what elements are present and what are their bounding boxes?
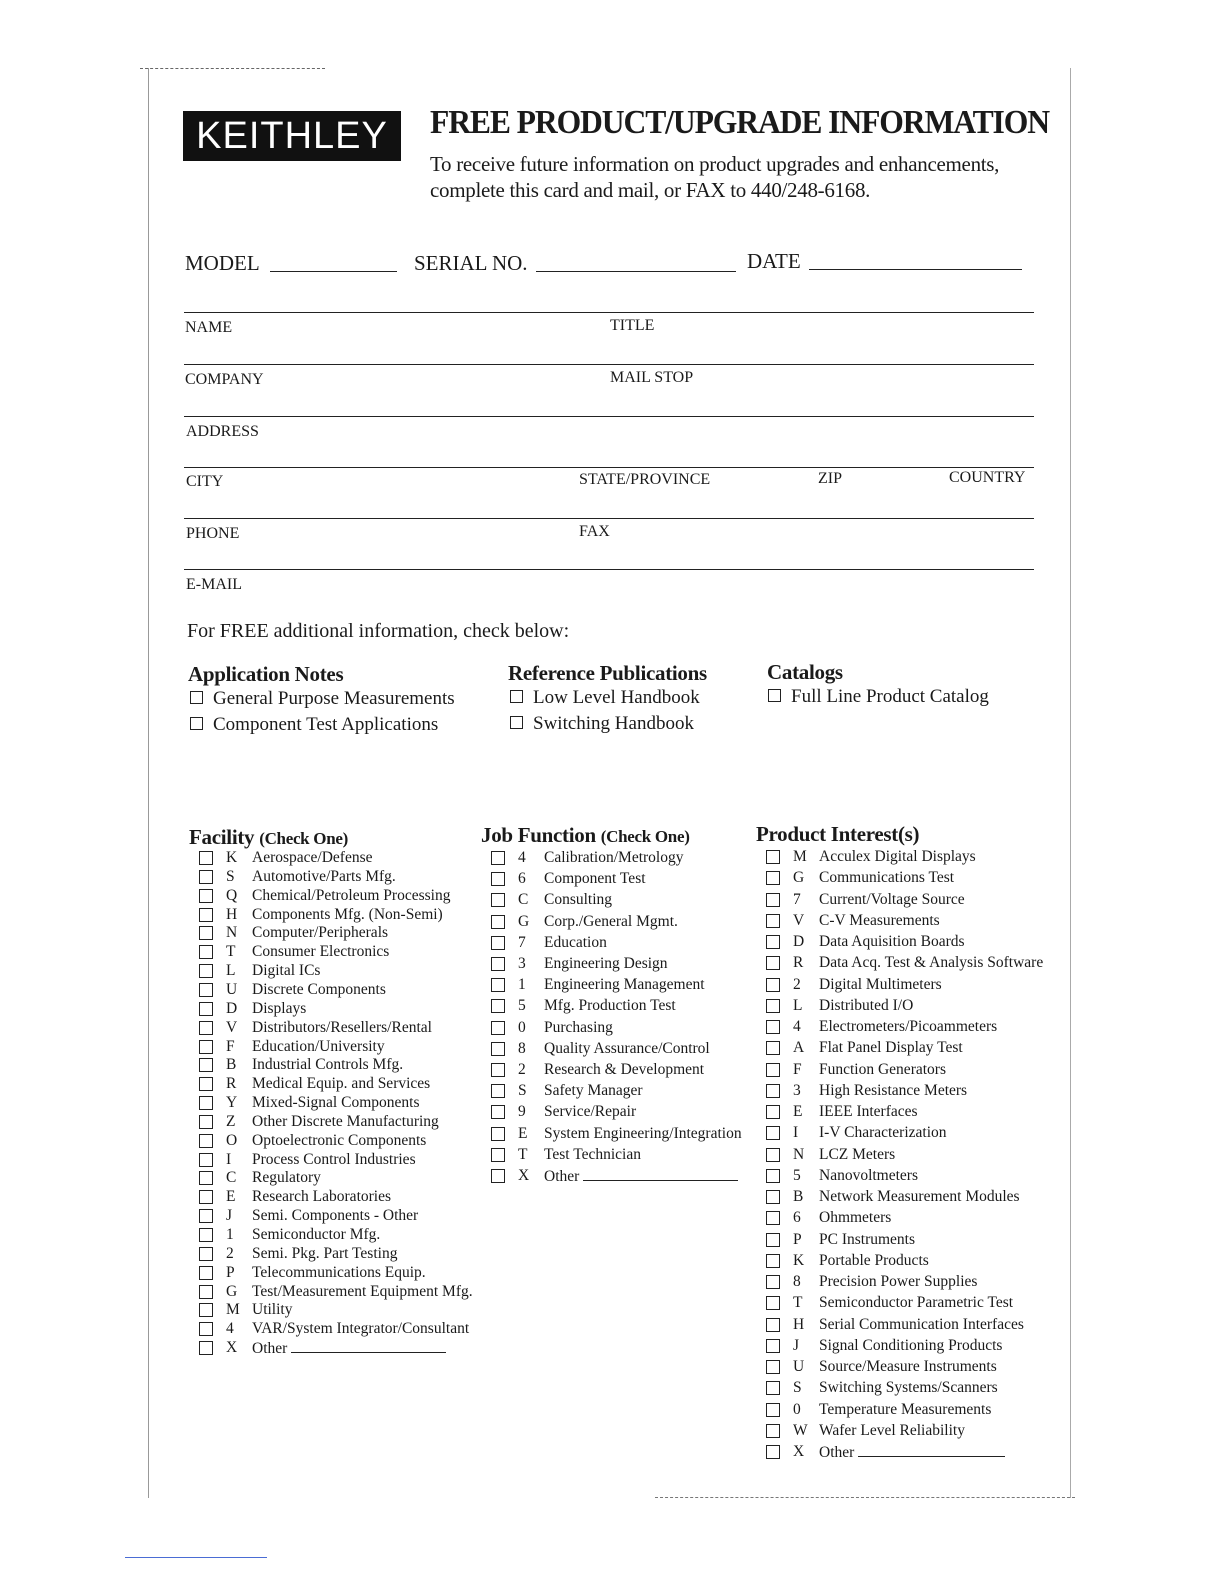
item-code: K xyxy=(226,849,238,866)
item-label: Other xyxy=(252,1338,446,1359)
item-label: Research & Development xyxy=(544,1061,705,1078)
item-code: F xyxy=(226,1037,235,1055)
item-label: Temperature Measurements xyxy=(819,1400,992,1418)
checkbox[interactable] xyxy=(766,978,780,992)
item-label: LCZ Meters xyxy=(819,1145,896,1163)
checkbox[interactable] xyxy=(199,870,213,884)
item-code: H xyxy=(793,1315,805,1333)
item-label: Corp./General Mgmt. xyxy=(544,912,678,930)
item-code: B xyxy=(793,1188,804,1205)
address-label: ADDRESS xyxy=(186,423,259,440)
checkbox[interactable] xyxy=(766,1041,780,1055)
item-code: 6 xyxy=(518,870,526,888)
checkbox[interactable] xyxy=(199,1002,213,1016)
item-label: Serial Communication Interfaces xyxy=(819,1315,1024,1333)
checkbox[interactable] xyxy=(491,957,505,971)
checkbox[interactable] xyxy=(766,956,780,970)
item-label: Medical Equip. and Services xyxy=(252,1075,431,1093)
checkbox[interactable] xyxy=(491,1105,505,1119)
checkbox[interactable] xyxy=(766,1275,780,1289)
model-field[interactable] xyxy=(270,256,397,272)
page-divider xyxy=(125,1557,267,1558)
item-code: 1 xyxy=(518,976,526,994)
checkbox[interactable] xyxy=(766,1063,780,1077)
item-label: Consulting xyxy=(544,891,613,909)
item-code: L xyxy=(226,962,236,980)
reference-publications-heading: Reference Publications xyxy=(508,661,707,685)
item-label: Other Discrete Manufacturing xyxy=(252,1112,439,1130)
item-code: 4 xyxy=(518,849,526,866)
checkbox[interactable] xyxy=(199,945,213,959)
checkbox[interactable] xyxy=(199,908,213,922)
checkbox[interactable] xyxy=(766,1084,780,1098)
checkbox[interactable] xyxy=(768,689,781,702)
checkbox[interactable] xyxy=(766,1403,780,1417)
checkbox[interactable] xyxy=(510,690,523,703)
item-label: Other xyxy=(544,1166,738,1187)
item-code: 7 xyxy=(518,933,526,951)
item-code: 2 xyxy=(518,1061,526,1078)
item-code: 8 xyxy=(518,1039,526,1057)
checkbox[interactable] xyxy=(766,1211,780,1225)
checkbox[interactable] xyxy=(491,1084,505,1098)
job-function-heading: Job Function (Check One) xyxy=(481,823,690,847)
item-code: 3 xyxy=(793,1081,801,1099)
checkbox[interactable] xyxy=(491,915,505,929)
checkbox[interactable] xyxy=(199,1115,213,1129)
item-code: 8 xyxy=(793,1273,801,1290)
item-label: Semiconductor Parametric Test xyxy=(819,1294,1014,1312)
checkbox[interactable] xyxy=(766,1169,780,1183)
item-code: 5 xyxy=(793,1166,801,1184)
item-code: Q xyxy=(226,886,238,904)
date-field[interactable] xyxy=(809,254,1022,270)
item-label: Utility xyxy=(252,1301,293,1319)
checkbox[interactable] xyxy=(766,1148,780,1162)
item-code: G xyxy=(226,1282,238,1300)
item-label: Data Acq. Test & Analysis Software xyxy=(819,954,1044,972)
checkbox[interactable] xyxy=(766,1126,780,1140)
item-label: High Resistance Meters xyxy=(819,1081,968,1099)
item-code: 9 xyxy=(518,1103,526,1121)
checkbox[interactable] xyxy=(190,691,203,704)
item-code: B xyxy=(226,1056,237,1074)
item-code: S xyxy=(518,1082,527,1100)
item-label: System Engineering/Integration xyxy=(544,1124,742,1142)
checkbox[interactable] xyxy=(199,1303,213,1317)
other-field[interactable] xyxy=(583,1166,738,1181)
item-code: X xyxy=(518,1167,530,1184)
checkbox[interactable] xyxy=(766,914,780,928)
checkbox[interactable] xyxy=(491,1042,505,1056)
checkbox[interactable] xyxy=(766,1296,780,1310)
item-code: J xyxy=(793,1336,800,1354)
checkbox[interactable] xyxy=(766,1360,780,1374)
item-label: Automotive/Parts Mfg. xyxy=(252,867,396,885)
checkbox[interactable] xyxy=(199,1171,213,1185)
item-label: Engineering Management xyxy=(544,976,705,994)
item-code: W xyxy=(793,1421,808,1439)
item-code: 2 xyxy=(793,975,801,993)
item-code: V xyxy=(226,1018,238,1036)
serial-no-field[interactable] xyxy=(536,256,736,272)
item-label: Switching Systems/Scanners xyxy=(819,1379,998,1397)
item-label: Signal Conditioning Products xyxy=(819,1336,1003,1354)
item-code: 4 xyxy=(793,1018,801,1035)
phone-field[interactable] xyxy=(184,518,1034,519)
checkbox[interactable] xyxy=(199,1247,213,1261)
checkbox[interactable] xyxy=(766,871,780,885)
item-code: F xyxy=(793,1060,802,1078)
checkbox[interactable] xyxy=(510,716,523,729)
email-field[interactable] xyxy=(184,569,1034,570)
item-code: P xyxy=(793,1230,802,1248)
checkbox[interactable] xyxy=(199,983,213,997)
card-edge-bottom xyxy=(655,1497,1075,1498)
subtitle-line-2: complete this card and mail, or FAX to 440/248-6168. xyxy=(430,178,871,202)
email-label: E-MAIL xyxy=(186,576,242,593)
item-label: Acculex Digital Displays xyxy=(819,848,976,865)
item-code: O xyxy=(226,1131,238,1149)
item-code: 5 xyxy=(518,997,526,1015)
fax-label: FAX xyxy=(579,523,610,540)
phone-label: PHONE xyxy=(186,525,240,542)
item-label: VAR/System Integrator/Consultant xyxy=(252,1320,470,1338)
item-code: S xyxy=(793,1379,802,1397)
ref-pub-switching-handbook[interactable]: Switching Handbook xyxy=(510,713,694,735)
item-code: D xyxy=(226,999,238,1017)
item-code: G xyxy=(793,869,805,887)
item-code: 0 xyxy=(518,1018,526,1036)
item-code: 2 xyxy=(226,1244,234,1262)
item-label: Wafer Level Reliability xyxy=(819,1421,965,1439)
checkbox[interactable] xyxy=(199,1209,213,1223)
checkbox[interactable] xyxy=(199,851,213,865)
item-code: Z xyxy=(226,1112,236,1130)
item-label: Education/University xyxy=(252,1037,385,1055)
subtitle-line-1: To receive future information on product upgrades and enhancements, xyxy=(430,152,1000,176)
checkbox[interactable] xyxy=(199,1058,213,1072)
item-label: Mixed-Signal Components xyxy=(252,1094,420,1112)
city-field[interactable] xyxy=(184,467,1034,468)
card-edge-left xyxy=(148,68,149,1498)
item-label: PC Instruments xyxy=(819,1230,916,1248)
checkbox[interactable] xyxy=(491,851,505,865)
item-code: L xyxy=(793,996,803,1014)
country-label: COUNTRY xyxy=(949,469,1026,486)
checkbox[interactable] xyxy=(766,1424,780,1438)
item-code: R xyxy=(226,1075,237,1093)
item-label: Regulatory xyxy=(252,1169,321,1187)
item-label: Mfg. Production Test xyxy=(544,997,676,1015)
checkbox[interactable] xyxy=(766,1254,780,1268)
item-label: IEEE Interfaces xyxy=(819,1103,918,1120)
app-note-general-purpose[interactable]: General Purpose Measurements xyxy=(190,688,455,710)
application-notes-heading: Application Notes xyxy=(188,662,344,686)
item-label: Semi. Pkg. Part Testing xyxy=(252,1244,398,1262)
item-code: X xyxy=(226,1339,238,1357)
item-label: Quality Assurance/Control xyxy=(544,1039,710,1057)
checkbox[interactable] xyxy=(199,1096,213,1110)
title-label: TITLE xyxy=(610,317,655,334)
item-code: E xyxy=(793,1103,803,1120)
checkbox[interactable] xyxy=(491,1148,505,1162)
item-label: Test/Measurement Equipment Mfg. xyxy=(252,1282,473,1300)
item-code: P xyxy=(226,1263,235,1281)
checkbox[interactable] xyxy=(199,1077,213,1091)
item-label: Purchasing xyxy=(544,1018,613,1036)
item-label: Displays xyxy=(252,999,307,1017)
checkbox[interactable] xyxy=(199,1134,213,1148)
item-label: Function Generators xyxy=(819,1060,946,1078)
ref-pub-low-level-handbook[interactable]: Low Level Handbook xyxy=(510,687,700,709)
checkbox[interactable] xyxy=(491,936,505,950)
item-code: E xyxy=(518,1124,528,1142)
item-code: 1 xyxy=(226,1226,234,1243)
checkbox[interactable] xyxy=(491,872,505,886)
item-label: Calibration/Metrology xyxy=(544,849,684,866)
item-code: D xyxy=(793,933,805,950)
address-field[interactable] xyxy=(184,416,1034,417)
item-code: C xyxy=(226,1169,237,1187)
item-label: Chemical/Petroleum Processing xyxy=(252,886,451,904)
checkbox[interactable] xyxy=(766,1020,780,1034)
item-label: Aerospace/Defense xyxy=(252,849,373,866)
company-label: COMPANY xyxy=(185,371,264,388)
facility-heading: Facility (Check One) xyxy=(189,825,348,849)
mail-stop-label: MAIL STOP xyxy=(610,369,694,386)
item-code: 7 xyxy=(793,890,801,908)
date-label: DATE xyxy=(747,249,801,273)
checkbox[interactable] xyxy=(766,1381,780,1395)
item-code: N xyxy=(226,924,238,942)
checkbox[interactable] xyxy=(766,1190,780,1204)
serial-no-label: SERIAL NO. xyxy=(414,251,528,275)
checkbox[interactable] xyxy=(491,1063,505,1077)
checkbox[interactable] xyxy=(766,1445,780,1459)
item-code: I xyxy=(793,1124,799,1142)
other-field[interactable] xyxy=(291,1338,446,1353)
state-province-label: STATE/PROVINCE xyxy=(579,471,711,488)
item-label: Ohmmeters xyxy=(819,1209,892,1227)
item-label: Flat Panel Display Test xyxy=(819,1039,963,1057)
checkbox[interactable] xyxy=(766,893,780,907)
item-label: Digital ICs xyxy=(252,962,321,980)
item-code: U xyxy=(226,980,238,998)
item-code: T xyxy=(793,1294,803,1312)
city-label: CITY xyxy=(186,473,224,490)
item-label: Precision Power Supplies xyxy=(819,1273,978,1290)
app-note-component-test[interactable]: Component Test Applications xyxy=(190,714,438,736)
item-label: I-V Characterization xyxy=(819,1124,947,1142)
item-label: Safety Manager xyxy=(544,1082,643,1100)
checkbox[interactable] xyxy=(491,999,505,1013)
item-label: Discrete Components xyxy=(252,980,386,998)
checkbox[interactable] xyxy=(199,889,213,903)
item-label: Network Measurement Modules xyxy=(819,1188,1020,1205)
item-label: Optoelectronic Components xyxy=(252,1131,427,1149)
item-label: Telecommunications Equip. xyxy=(252,1263,426,1281)
checkbox[interactable] xyxy=(491,893,505,907)
checkbox[interactable] xyxy=(491,1127,505,1141)
checkbox[interactable] xyxy=(199,1153,213,1167)
checkbox[interactable] xyxy=(766,1339,780,1353)
item-code: Y xyxy=(226,1094,238,1112)
item-code: M xyxy=(793,848,807,865)
item-code: G xyxy=(518,912,530,930)
checkbox[interactable] xyxy=(199,1190,213,1204)
checkbox[interactable] xyxy=(766,935,780,949)
page-title: FREE PRODUCT/UPGRADE INFORMATION xyxy=(430,104,1049,141)
item-label: Digital Multimeters xyxy=(819,975,942,993)
item-label: Computer/Peripherals xyxy=(252,924,389,942)
card-edge-right xyxy=(1070,68,1071,1498)
checkbox[interactable] xyxy=(199,1285,213,1299)
checkbox[interactable] xyxy=(199,1228,213,1242)
item-label: Electrometers/Picoammeters xyxy=(819,1018,998,1035)
item-label: Research Laboratories xyxy=(252,1188,392,1206)
item-code: 4 xyxy=(226,1320,234,1338)
checkbox[interactable] xyxy=(766,999,780,1013)
item-label: Other xyxy=(819,1442,1005,1463)
item-code: 3 xyxy=(518,955,526,972)
name-field[interactable] xyxy=(184,312,1034,313)
item-label: Engineering Design xyxy=(544,955,668,972)
checkbox[interactable] xyxy=(199,964,213,978)
model-label: MODEL xyxy=(185,251,260,275)
checkbox[interactable] xyxy=(190,717,203,730)
checkbox[interactable] xyxy=(199,1266,213,1280)
item-label: Data Aquisition Boards xyxy=(819,933,965,950)
item-code: V xyxy=(793,911,805,929)
item-label: Current/Voltage Source xyxy=(819,890,965,908)
item-label: Distributed I/O xyxy=(819,996,914,1014)
checkbox[interactable] xyxy=(766,1318,780,1332)
item-code: T xyxy=(226,943,236,961)
item-label: Source/Measure Instruments xyxy=(819,1358,997,1375)
item-code: T xyxy=(518,1145,528,1163)
card-edge-top xyxy=(140,68,325,69)
item-label: Education xyxy=(544,933,607,951)
checkbox[interactable] xyxy=(199,1322,213,1336)
item-code: C xyxy=(518,891,529,909)
item-code: I xyxy=(226,1150,232,1168)
other-field[interactable] xyxy=(858,1442,1005,1457)
item-label: Service/Repair xyxy=(544,1103,637,1121)
catalog-full-line[interactable]: Full Line Product Catalog xyxy=(768,686,989,708)
item-code: N xyxy=(793,1145,805,1163)
item-code: U xyxy=(793,1358,805,1375)
item-label: Consumer Electronics xyxy=(252,943,390,961)
item-code: K xyxy=(793,1251,805,1269)
checkbox[interactable] xyxy=(491,1169,505,1183)
checkbox[interactable] xyxy=(491,1021,505,1035)
item-label: C-V Measurements xyxy=(819,911,940,929)
product-interests-heading: Product Interest(s) xyxy=(756,822,920,846)
keithley-logo: KEITHLEY xyxy=(183,111,401,161)
catalogs-heading: Catalogs xyxy=(767,660,843,684)
item-label: Industrial Controls Mfg. xyxy=(252,1056,404,1074)
item-label: Test Technician xyxy=(544,1145,641,1163)
item-label: Component Test xyxy=(544,870,646,888)
company-field[interactable] xyxy=(184,364,1034,365)
checkbox[interactable] xyxy=(199,1341,213,1355)
item-label: Semiconductor Mfg. xyxy=(252,1226,381,1243)
item-code: S xyxy=(226,867,235,885)
checkbox[interactable] xyxy=(199,1040,213,1054)
item-code: J xyxy=(226,1207,233,1225)
item-label: Nanovoltmeters xyxy=(819,1166,919,1184)
item-label: Communications Test xyxy=(819,869,955,887)
name-label: NAME xyxy=(185,319,233,336)
item-label: Semi. Components - Other xyxy=(252,1207,419,1225)
item-code: E xyxy=(226,1188,236,1206)
item-code: A xyxy=(793,1039,805,1057)
item-label: Portable Products xyxy=(819,1251,929,1269)
item-code: X xyxy=(793,1443,805,1460)
item-code: R xyxy=(793,954,804,972)
checkbox[interactable] xyxy=(766,850,780,864)
zip-label: ZIP xyxy=(818,470,842,487)
item-code: 6 xyxy=(793,1209,801,1227)
checkbox[interactable] xyxy=(491,978,505,992)
item-code: 0 xyxy=(793,1400,801,1418)
item-label: Components Mfg. (Non-Semi) xyxy=(252,905,443,923)
checkbox[interactable] xyxy=(766,1105,780,1119)
checkbox[interactable] xyxy=(199,1021,213,1035)
item-code: M xyxy=(226,1301,240,1319)
item-label: Process Control Industries xyxy=(252,1150,416,1168)
checkbox[interactable] xyxy=(766,1233,780,1247)
item-code: H xyxy=(226,905,238,923)
free-info-prompt: For FREE additional information, check below: xyxy=(187,620,570,642)
checkbox[interactable] xyxy=(199,926,213,940)
item-label: Distributors/Resellers/Rental xyxy=(252,1018,432,1036)
